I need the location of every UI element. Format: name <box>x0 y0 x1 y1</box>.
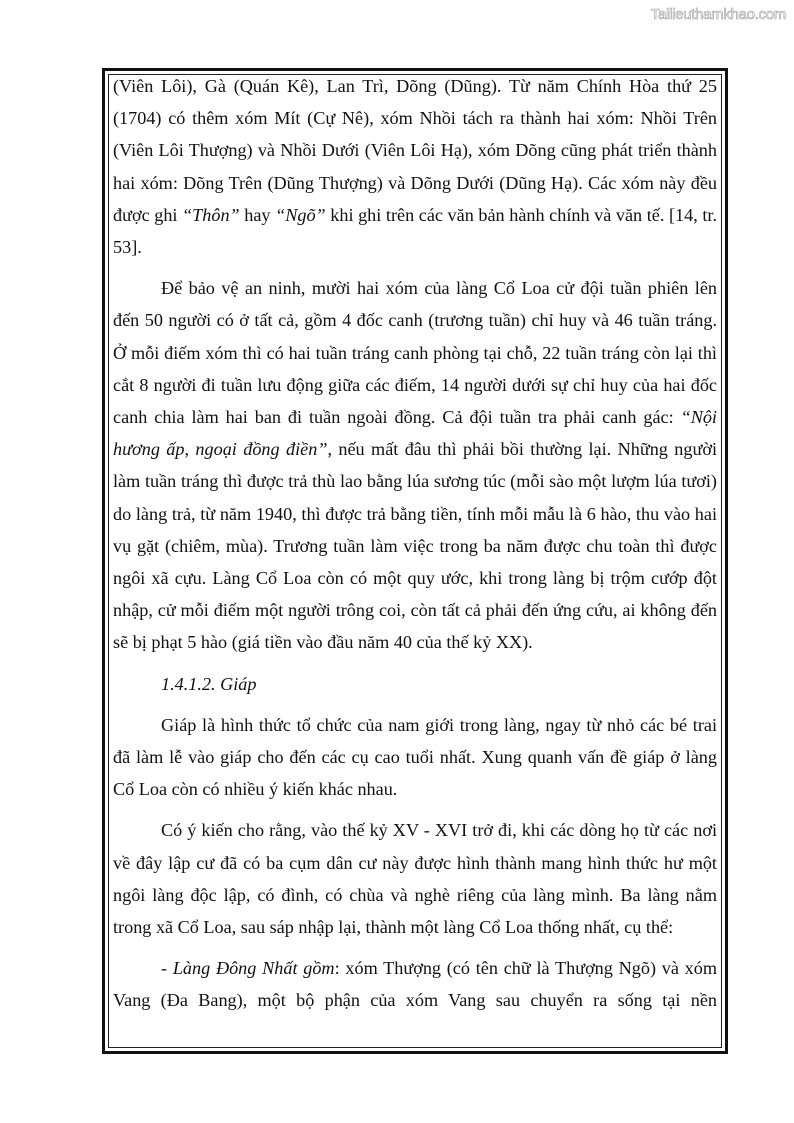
text-segment: (Viên Lôi), Gà (Quán Kê), Lan Trì, Dõng (Dũng). Từ năm Chính Hòa thứ 25 (1704) có thêm xóm Mít (Cự Nê), xóm Nhồi tách ra thành hai xóm: Nhồi Trên (Viên Lôi Thượng) và Nhồi Dưới (Viên Lôi Hạ), xóm Dõng cũng phát triển thành hai xóm: Dõng Trên (Dũng Thượng) và Dõng Dưới (Dũng Hạ). Các xóm này đều được ghi <box>113 76 717 225</box>
text-segment: : xóm Thượng (có tên chữ là Thượng Ngõ) và xóm Vang (Đa Bang), một bộ phận của xóm Vang sau chuyển ra sống tại nền <box>113 958 717 1011</box>
italic-term-thon: “Thôn” <box>182 204 240 225</box>
text-segment: , nếu mất đâu thì phải bồi thường lại. Những người làm tuần tráng thì được trả thù lao bằng lúa sương túc (mỗi sào một lượm lúa tươi) do làng trả, từ năm 1940, thì được trả bằng tiền, tính mỗi mẫu là 6 hào, thu vào hai vụ gặt (chiêm, mùa). Trương tuần làm việc trong ba năm được chu toàn thì được ngôi xã cựu. Làng Cổ Loa còn có một quy ước, khi trong làng bị trộm cướp đột nhập, cử mỗi điếm một người trông coi, còn tất cả phải đến ứng cứu, ai không đến sẽ bị phạt 5 hào (giá tiền vào đầu năm 40 của thế kỷ XX). <box>113 439 717 653</box>
paragraph-security <box>113 272 717 658</box>
italic-village-name: Làng Đông Nhất gồm <box>172 958 335 979</box>
text-segment: Giáp là hình thức tổ chức của nam giới trong làng, ngay từ nhỏ các bé trai đã làm lễ vào giáp cho đến các cụ cao tuổi nhất. Xung quanh vấn đề giáp ở làng Cổ Loa còn có nhiều ý kiến khác nhau. <box>113 714 717 800</box>
italic-quote: “Nội hương ấp, ngoại đồng điền” <box>113 407 717 460</box>
paragraph-villages <box>113 70 717 263</box>
paragraph-dong-nhat <box>113 952 717 1016</box>
document-body <box>113 70 717 1026</box>
text-segment: hay <box>239 204 276 225</box>
paragraph-giap-definition <box>113 709 717 806</box>
text-segment: Để bảo vệ an ninh, mười hai xóm của làng Cổ Loa cử đội tuần phiên lên đến 50 người có ở tất cả, gồm 4 đốc canh (trương tuần) chỉ huy và 46 tuần tráng. Ở mỗi điếm xóm thì có hai tuần tráng canh phòng tại chỗ, 22 tuần tráng còn lại thì cắt 8 người đi tuần lưu động giữa các điếm, 14 người dưới sự chỉ huy của hai đốc canh chia làm hai ban đi tuần ngoài đồng. Cả đội tuần tra phải canh gác: <box>113 278 717 428</box>
list-dash: - <box>161 958 173 979</box>
paragraph-opinion <box>113 814 717 943</box>
text-segment: khi ghi trên các văn bản hành chính và văn tế. [14, tr. 53]. <box>113 204 717 258</box>
italic-term-ngo: “Ngõ” <box>275 204 326 225</box>
watermark: Tailieuthamkhao.com <box>650 6 786 23</box>
text-segment: Có ý kiến cho rằng, vào thế kỷ XV - XVI trở đi, khi các dòng họ từ các nơi về đây lập cư đã có ba cụm dân cư này được hình thành mang hình thức hư một ngôi làng độc lập, có đình, có chùa và nghè riêng của làng mình. Ba làng nằm trong xã Cổ Loa, sau sáp nhập lại, thành một làng Cổ Loa thống nhất, cụ thể: <box>113 820 717 938</box>
section-heading: 1.4.1.2. Giáp <box>161 673 257 694</box>
